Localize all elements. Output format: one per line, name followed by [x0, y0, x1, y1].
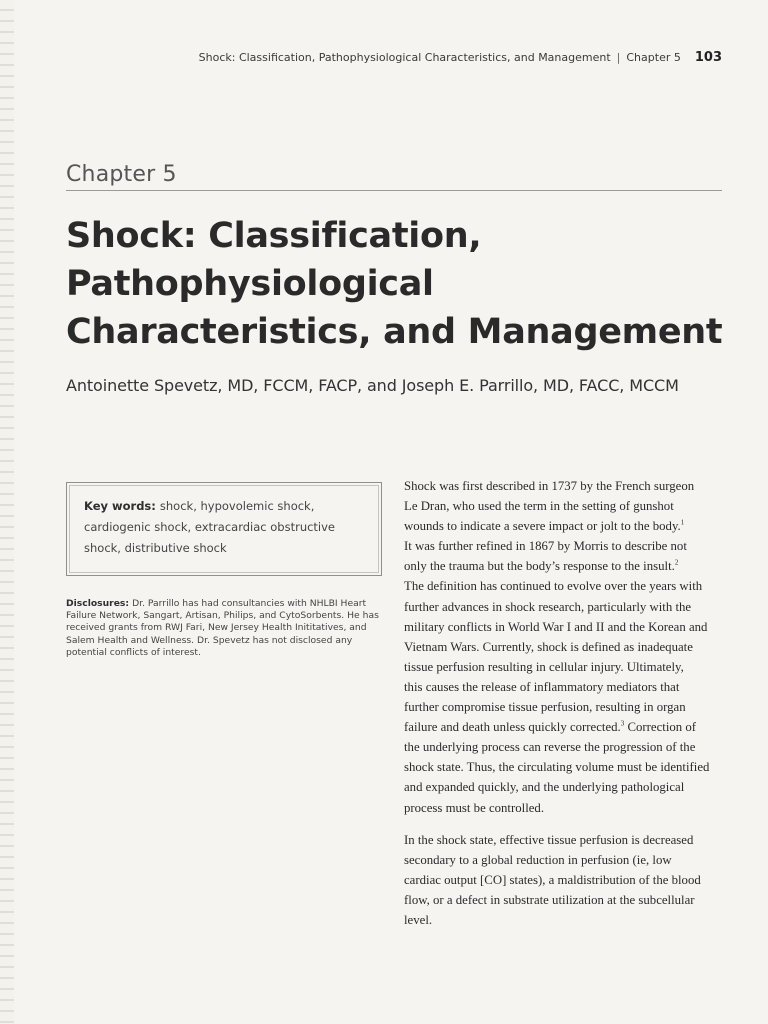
chapter-authors: Antoinette Spevetz, MD, FCCM, FACP, and Joseph E. Parrillo, MD, FACC, MCCM [66, 376, 679, 395]
keywords-box [66, 482, 382, 576]
body-line-text: Vietnam Wars. Currently, shock is defined as inadequate [404, 639, 693, 654]
page-number: 103 [694, 50, 722, 65]
disclosures-label: Disclosures: [66, 598, 130, 609]
chapter-title-line: Characteristics, and Management [66, 312, 723, 352]
disclosures-text: Dr. Parrillo has had consultancies with NHLBI Heart Failure Network, Sangart, Artisan, Philips, and CytoSorbents. He has received grants from RWJ Fari, New Jersey Health Inititatives, and Salem Health and Wellness. Dr. Spevetz has not disclosed any potential conflicts of interest. [66, 598, 379, 658]
body-line: secondary to a global reduction in perfusion (ie, low [404, 852, 672, 867]
body-line-text: this causes the release of inflammatory mediators that [404, 679, 680, 694]
body-line-text: shock state. Thus, the circulating volume must be identified [404, 760, 710, 775]
running-head-separator: | [616, 51, 621, 64]
citation-superscript: 2 [674, 559, 679, 568]
body-line [404, 798, 726, 818]
body-line-text: and expanded quickly, and the underlying pathological [404, 780, 685, 795]
body-line-text: Correction of [624, 720, 697, 735]
keywords-text [84, 496, 374, 559]
chapter-divider [66, 190, 722, 191]
body-line [404, 657, 726, 677]
body-line [404, 637, 726, 657]
body-line [404, 496, 726, 516]
body-line [404, 516, 726, 536]
body-text-column [404, 476, 726, 930]
disclosures [66, 598, 388, 659]
body-line: flow, or a defect in substrate utilization at the subcellular [404, 892, 695, 907]
chapter-title-line: Shock: Classification, [66, 216, 482, 256]
body-line-text: tissue perfusion resulting in cellular injury. Ultimately, [404, 659, 684, 674]
running-head-title: Shock: Classification, Pathophysiological Characteristics, and Management [198, 51, 611, 64]
body-line [404, 597, 726, 617]
body-line-text: process must be controlled. [404, 800, 545, 815]
body-line [404, 556, 726, 576]
page-binding-edge [0, 0, 14, 1024]
body-line-text: only the trauma but the body’s response to the insult. [404, 559, 675, 574]
keywords-list: shock, hypovolemic shock, cardiogenic shock, extracardiac obstructive shock, distributive shock [84, 499, 336, 555]
body-line [404, 717, 726, 737]
body-line-text: failure and death unless quickly corrected. [404, 720, 621, 735]
citation-superscript: 1 [680, 518, 685, 527]
body-line-text: The definition has continued to evolve over the years with [404, 579, 703, 594]
body-line: cardiac output [CO] states), a maldistribution of the blood [404, 872, 701, 887]
body-line [404, 737, 726, 757]
body-line [404, 677, 726, 697]
body-line-text: wounds to indicate a severe impact or jolt to the body. [404, 519, 681, 534]
chapter-title-line: Pathophysiological [66, 264, 434, 304]
body-line-text: Shock was first described in 1737 by the French surgeon [404, 479, 695, 493]
body-line [404, 697, 726, 717]
body-line [404, 777, 726, 797]
body-line-text: further compromise tissue perfusion, resulting in organ [404, 700, 686, 715]
body-line-text: It was further refined in 1867 by Morris to describe not [404, 539, 687, 554]
body-line-text: further advances in shock research, particularly with the [404, 599, 692, 614]
body-line [404, 617, 726, 637]
chapter-label: Chapter 5 [66, 162, 177, 187]
body-paragraph [404, 476, 726, 818]
citation-superscript: 3 [620, 719, 625, 728]
body-line [404, 476, 726, 496]
body-line: level. [404, 912, 433, 927]
chapter-title [66, 212, 726, 356]
running-head [199, 50, 722, 65]
body-line [404, 576, 726, 596]
body-paragraph [404, 830, 726, 930]
keywords-label: Key words: [84, 499, 156, 513]
running-head-chapter: Chapter 5 [626, 51, 681, 64]
body-line-text: the underlying process can reverse the progression of the [404, 740, 696, 755]
body-line: In the shock state, effective tissue perfusion is decreased [404, 832, 694, 847]
body-line [404, 757, 726, 777]
body-line [404, 536, 726, 556]
body-line-text: Le Dran, who used the term in the setting of gunshot [404, 499, 674, 514]
body-line-text: military conflicts in World War I and II and the Korean and [404, 619, 708, 634]
